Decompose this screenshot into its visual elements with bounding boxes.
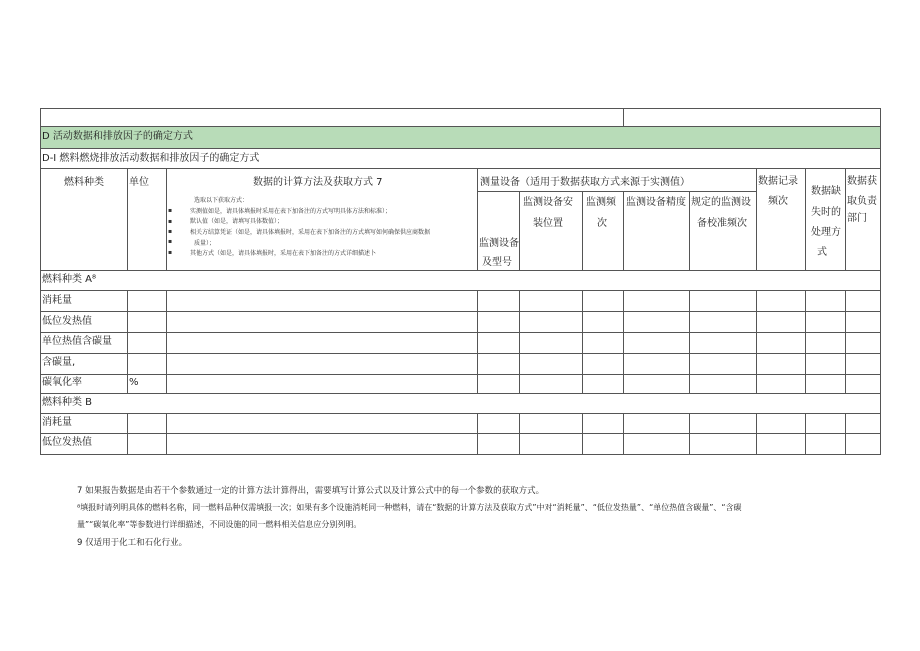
header-missing-handling: 数据缺: [811, 186, 841, 197]
row-low-heat-b: 低位发热值: [42, 437, 92, 448]
row-consumption: 消耗量: [42, 295, 72, 306]
table-line: [756, 413, 757, 454]
table-line: [623, 290, 624, 393]
row-oxidation-unit: %: [129, 377, 139, 388]
table-border-bottom: [40, 454, 880, 455]
header-missing-handling: 式: [817, 247, 827, 258]
method-hint-item: 相关方结算凭证（如是，请具体填报时，采用在表下加备注的方式填写如何确保供应商数据: [190, 229, 431, 236]
header-device-type: 及型号: [482, 257, 512, 268]
table-line: [166, 290, 167, 393]
table-line: [40, 393, 880, 394]
table-line: [519, 413, 520, 454]
table-line: [582, 413, 583, 454]
table-line: [40, 270, 880, 271]
table-line: [756, 290, 757, 393]
method-hint-item: 默认值（如是，请填写具体数值）；: [190, 218, 284, 225]
method-hint-item: 质量）；: [194, 240, 216, 247]
method-hint-item: ▪: [168, 218, 173, 225]
header-frequency: 次: [597, 218, 607, 229]
row-carbon-content: 含碳量,: [42, 357, 76, 368]
section-title: D 活动数据和排放因子的确定方式: [42, 131, 193, 142]
table-line: [582, 290, 583, 393]
header-device-type: 监测设备: [479, 238, 519, 249]
header-method: 数据的计算方法及获取方式 7: [253, 177, 383, 188]
table-border-top: [40, 108, 880, 109]
footnote-9: 9 仅适用于化工和石化行业。: [77, 538, 188, 548]
footnote-7: 7 如果报告数据是由若干个参数通过一定的计算方法计算得出，需要填写计算公式以及计算公式中的每一个参数的获取方式。: [77, 486, 545, 496]
table-line: [689, 413, 690, 454]
footnote-8: ⁸填报时请列明具体的燃料名称，同一燃料品种仅需填报一次；如果有多个设施消耗同一种燃料，请在“数据的计算方法及获取方式”中对“消耗量”、“低位发热量”、“单位热值含碳量”、“含碳: [77, 503, 742, 512]
table-line: [477, 290, 478, 393]
header-missing-handling: 处理方: [811, 227, 841, 238]
header-responsible-dept: 数据获: [847, 176, 877, 187]
row-carbon-per-heat: 单位热值含碳量: [42, 336, 112, 347]
header-frequency: 监测频: [586, 197, 616, 208]
table-line: [689, 191, 690, 270]
row-fuel-a: 燃料种类 A⁸: [42, 274, 97, 285]
header-calibration: 备校准频次: [697, 218, 747, 229]
header-install-location: 装位置: [533, 218, 563, 229]
row-low-heat: 低位发热值: [42, 316, 92, 327]
header-install-location: 监测设备安: [523, 197, 573, 208]
row-oxidation: 碳氧化率: [42, 377, 82, 388]
method-hint-item: ▪: [168, 207, 173, 214]
table-line: [756, 168, 757, 270]
method-hint-intro: 选取以下获取方式：: [194, 197, 249, 204]
table-line: [845, 290, 846, 393]
method-hint-item: ▪: [168, 238, 173, 245]
header-fuel-type: 燃料种类: [64, 177, 104, 188]
row-consumption-b: 消耗量: [42, 417, 72, 428]
table-line: [40, 148, 880, 149]
table-line: [845, 168, 846, 270]
method-hint-item: 实测值如是，请具体填报时采用在表下加备注的方式写明具体方法和标准）；: [190, 208, 392, 215]
method-hint-item: ▪: [168, 249, 173, 256]
table-line: [689, 290, 690, 393]
table-line: [166, 168, 167, 270]
header-missing-handling: 失时的: [811, 207, 841, 218]
table-line: [623, 108, 624, 126]
table-line: [519, 191, 520, 270]
table-line: [166, 413, 167, 454]
method-hint-item: ▪: [168, 228, 173, 235]
header-calibration: 规定的监测设: [691, 197, 751, 208]
table-line: [805, 168, 806, 270]
table-line: [477, 413, 478, 454]
table-line: [623, 191, 624, 270]
table-line: [127, 413, 128, 454]
table-border-right: [880, 108, 881, 455]
table-line: [519, 290, 520, 393]
section-subtitle: D-I 燃料燃烧排放活动数据和排放因子的确定方式: [42, 153, 260, 164]
table-line: [805, 290, 806, 393]
table-line: [127, 290, 128, 393]
method-hint-item: 其他方式（如是，请具体填报时，采用在表下加备注的方式详细描述卜: [190, 250, 377, 257]
table-line: [127, 168, 128, 270]
header-unit: 单位: [129, 177, 149, 188]
header-measure-group: 测量设备（适用于数据获取方式来源于实测值）: [480, 177, 690, 188]
header-record-frequency: 数据记录: [758, 176, 798, 187]
header-precision: 监测设备精度: [626, 197, 686, 208]
table-line: [623, 413, 624, 454]
table-line: [845, 413, 846, 454]
table-border-left: [40, 108, 41, 455]
table-line: [40, 126, 880, 127]
footnote-8: 量”“碳氧化率”等参数进行详细描述，不同设施的同一燃料相关信息应分别列明。: [77, 520, 362, 529]
table-line: [805, 413, 806, 454]
row-fuel-b: 燃料种类 B: [42, 397, 93, 408]
header-record-frequency: 频次: [768, 196, 788, 207]
table-line: [582, 191, 583, 270]
header-responsible-dept: 取负责: [847, 196, 877, 207]
table-line: [477, 168, 478, 270]
header-responsible-dept: 部门: [847, 213, 867, 224]
